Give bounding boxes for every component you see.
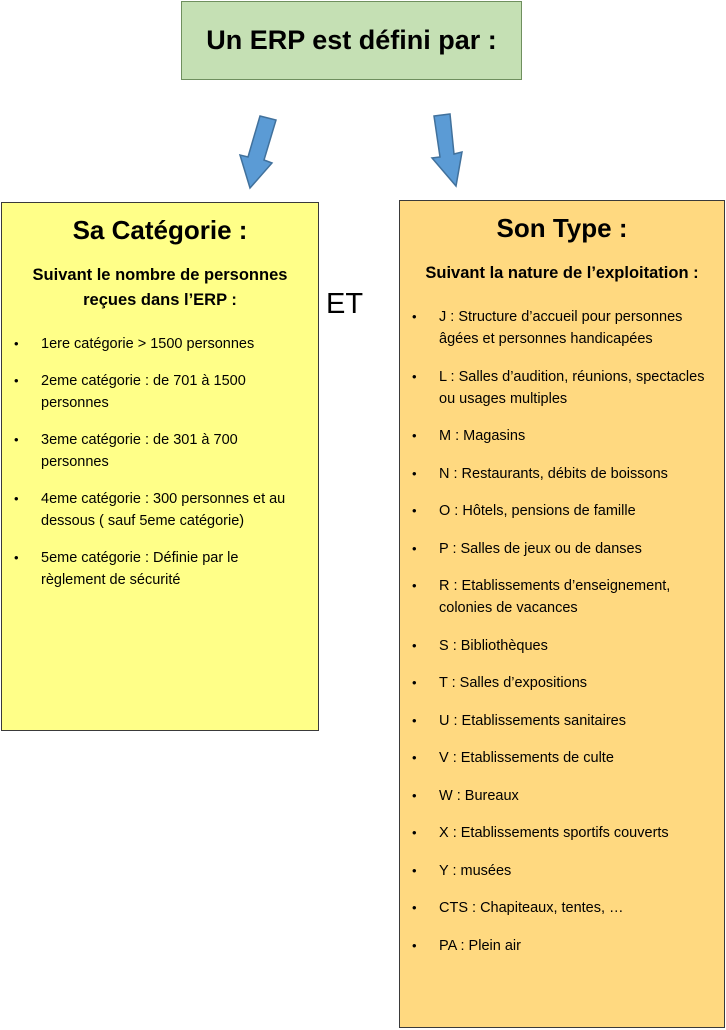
type-item — [412, 822, 712, 844]
type-item-text: V : Etablissements de culte — [439, 750, 614, 766]
type-item — [412, 672, 712, 694]
type-item-text: U : Etablissements sanitaires — [439, 712, 626, 729]
category-list — [14, 333, 306, 591]
type-item-text: J : Structure d’accueil pour personnes âgées et personnes handicapées — [439, 309, 683, 347]
type-item — [412, 935, 712, 957]
bullet-icon: • — [412, 712, 417, 728]
type-item — [412, 366, 712, 410]
bullet-icon: • — [412, 503, 417, 518]
bullet-icon: • — [14, 491, 19, 506]
bullet-icon: • — [14, 336, 19, 351]
category-item-text: 5eme catégorie : Définie par le règlement de sécurité — [41, 550, 239, 588]
type-item-text: O : Hôtels, pensions de famille — [439, 503, 636, 519]
category-heading: Sa Catégorie : — [72, 215, 248, 245]
bullet-icon: • — [412, 862, 417, 878]
bullet-icon: • — [412, 825, 417, 840]
type-item — [412, 463, 712, 485]
type-list — [412, 306, 712, 957]
type-item — [412, 575, 712, 619]
category-item — [14, 547, 306, 591]
type-item-text: X : Etablissements sportifs couverts — [439, 825, 669, 841]
bullet-icon: • — [412, 900, 417, 915]
bullet-icon: • — [412, 428, 417, 443]
bullet-icon: • — [412, 787, 417, 803]
type-item — [412, 747, 712, 769]
category-subheading: Suivant le nombre de personnes reçues dans l’ERP : — [32, 266, 288, 309]
type-item-text: N : Restaurants, débits de boissons — [439, 465, 668, 482]
type-item — [412, 500, 712, 522]
bullet-icon: • — [14, 550, 19, 565]
bullet-icon: • — [412, 675, 417, 690]
type-item-text: PA : Plein air — [439, 937, 521, 954]
bullet-icon: • — [412, 750, 417, 765]
category-item-text: 1ere catégorie > 1500 personnes — [41, 336, 255, 352]
type-box — [399, 200, 725, 1028]
connector-et: ET — [326, 288, 364, 320]
bullet-icon: • — [412, 637, 417, 653]
type-item — [412, 785, 712, 807]
arrow-right-icon — [426, 112, 486, 192]
bullet-icon: • — [412, 578, 417, 593]
bullet-icon: • — [412, 465, 417, 481]
type-item — [412, 860, 712, 882]
type-item-text: M : Magasins — [439, 428, 526, 444]
category-item — [14, 333, 306, 355]
type-item — [412, 425, 712, 447]
title-box — [181, 1, 522, 80]
type-item — [412, 897, 712, 919]
type-item — [412, 635, 712, 657]
bullet-icon: • — [412, 368, 417, 384]
category-item — [14, 429, 306, 473]
type-item-text: R : Etablissements d’enseignement, colonies de vacances — [439, 578, 671, 616]
type-item-text: T : Salles d’expositions — [439, 675, 588, 691]
bullet-icon: • — [14, 432, 19, 447]
bullet-icon: • — [412, 540, 417, 556]
category-item-text: 3eme catégorie : de 301 à 700 personnes — [41, 432, 238, 470]
bullet-icon: • — [14, 373, 19, 388]
type-item — [412, 538, 712, 560]
diagram-title: Un ERP est défini par : — [206, 25, 497, 55]
category-item-text: 2eme catégorie : de 701 à 1500 personnes — [41, 373, 246, 411]
type-heading: Son Type : — [496, 213, 628, 243]
bullet-icon: • — [412, 309, 417, 324]
type-item — [412, 306, 712, 350]
arrow-left-icon — [226, 112, 286, 192]
type-item-text: S : Bibliothèques — [439, 637, 548, 654]
type-item-text: Y : musées — [439, 862, 512, 879]
type-item-text: P : Salles de jeux ou de danses — [439, 540, 642, 557]
category-item — [14, 488, 306, 532]
bullet-icon: • — [412, 937, 417, 953]
category-item-text: 4eme catégorie : 300 personnes et au dessous ( sauf 5eme catégorie) — [41, 491, 286, 529]
type-item-text: L : Salles d’audition, réunions, spectacles ou usages multiples — [439, 368, 705, 407]
type-subheading: Suivant la nature de l’exploitation : — [425, 264, 699, 282]
type-item-text: W : Bureaux — [439, 787, 519, 804]
type-item — [412, 710, 712, 732]
category-box — [1, 202, 319, 731]
type-item-text: CTS : Chapiteaux, tentes, … — [439, 900, 624, 916]
category-item — [14, 370, 306, 414]
